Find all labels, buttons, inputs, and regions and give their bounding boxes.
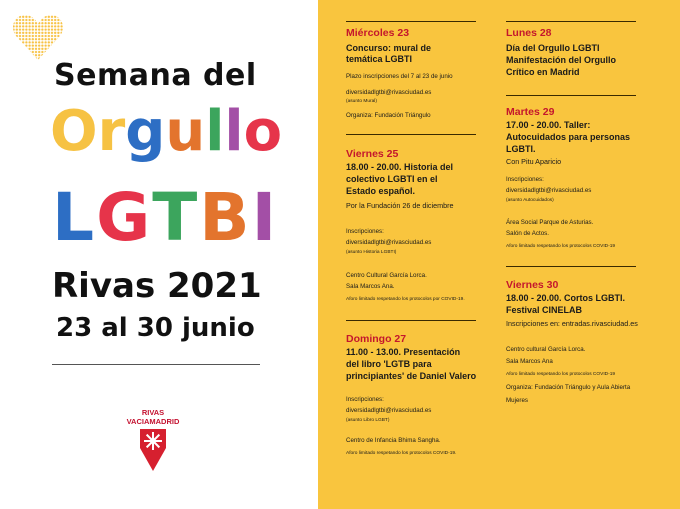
divider (52, 364, 260, 365)
event-day-viernes30: Viernes 30 (506, 279, 559, 291)
orgullo-letter: g (125, 99, 166, 164)
event-place: Sala Marcos Ana (506, 358, 553, 365)
event-detail: Plazo inscripciones del 7 al 23 de junio (346, 73, 453, 80)
event-detail: Inscripciones en: entradas.rivasciudad.es (506, 319, 638, 328)
event-day-lunes: Lunes 28 (506, 27, 552, 39)
orgullo-letter: O (50, 99, 98, 164)
event-detail: (asunto Autocuidados) (506, 198, 554, 203)
event-place: Centro de Infancia Bhima Sangha. (346, 437, 441, 444)
event-title: 17.00 - 20.00. Taller: (506, 120, 591, 130)
logo-rivas-text (118, 408, 188, 426)
event-title: colectivo LGBTI en el (346, 174, 438, 184)
orgullo-letter: o (243, 99, 283, 164)
event-detail: Inscripciones: (506, 176, 544, 183)
divider (506, 95, 636, 96)
event-title: Día del Orgullo LGBTI (506, 43, 600, 53)
event-detail: (asunto Historia LGBTI) (346, 250, 397, 255)
divider (346, 134, 476, 135)
event-dates: 23 al 30 junio (56, 313, 255, 343)
event-detail: Aforo limitado respetando los protocolos COVID-19. (346, 451, 457, 456)
title-orgullo (50, 92, 282, 172)
event-place: Área Social Parque de Asturias. (506, 219, 594, 226)
event-detail: Inscripciones: (346, 228, 384, 235)
event-place: Centro Cultural García Lorca. (346, 272, 427, 279)
event-detail: Mujeres (506, 397, 529, 404)
lgtbi-letter: L (52, 179, 97, 256)
event-email: diversidadlgtbi@rivasciudad.es (506, 187, 592, 194)
logo-line2: VACIAMADRID (126, 417, 180, 426)
event-title: Crítico en Madrid (506, 67, 580, 77)
heart-icon (12, 12, 64, 62)
event-title: LGBTI. (506, 144, 536, 154)
orgullo-letter: r (97, 99, 126, 164)
poster-left-panel (0, 0, 318, 509)
event-title: Festival CINELAB (506, 305, 583, 315)
event-place: Centro cultural García Lorca. (506, 346, 586, 353)
event-place: Sala Marcos Ana. (346, 283, 395, 290)
lgtbi-letter: G (96, 179, 153, 256)
event-detail: Por la Fundación 26 de diciembre (346, 201, 454, 210)
event-day-viernes25: Viernes 25 (346, 148, 399, 160)
event-place: Salón de Actos. (506, 230, 549, 237)
event-title: 18.00 - 20.00. Cortos LGBTI. (506, 293, 626, 303)
orgullo-letter: l (205, 99, 225, 164)
event-title: principiantes' de Daniel Valero (346, 371, 477, 381)
event-email: diversidadlgtbi@rivasciudad.es (346, 89, 432, 96)
event-detail: (asunto Libro LGBT) (346, 418, 390, 423)
divider (506, 21, 636, 22)
event-detail: Aforo limitado respetando los protocolos COVID-19 (506, 244, 616, 249)
event-title: Estado español. (346, 186, 416, 196)
event-title: Autocuidados para personas (506, 132, 631, 142)
event-title: del libro 'LGTB para (346, 359, 432, 369)
event-email: diversidadlgtbi@rivasciudad.es (346, 239, 432, 246)
event-detail: Aforo limitado respetando los protocolos por COVID-19. (346, 297, 465, 302)
title-semana-del: Semana del (54, 58, 257, 93)
event-title: Manifestación del Orgullo (506, 55, 617, 65)
event-day-miercoles: Miércoles 23 (346, 27, 410, 39)
rivas-logo-icon (139, 428, 167, 472)
event-detail: Aforo limitado respetando los protocolos COVID-19 (506, 372, 616, 377)
event-day-martes: Martes 29 (506, 106, 555, 118)
event-title: temática LGBTI (346, 54, 413, 64)
event-title: 18.00 - 20.00. Historia del (346, 162, 454, 172)
event-title: 11.00 - 13.00. Presentación (346, 347, 461, 357)
divider (346, 21, 476, 22)
event-day-domingo: Domingo 27 (346, 333, 407, 345)
lgtbi-letter: B (199, 179, 252, 256)
event-email: diversidadlgtbi@rivasciudad.es (346, 407, 432, 414)
lgtbi-letter: I (251, 179, 279, 256)
orgullo-letter: u (165, 99, 206, 164)
event-detail: Organiza: Fundación Triángulo y Aula Abierta (506, 384, 631, 391)
title-rivas-2021: Rivas 2021 (52, 266, 262, 306)
title-lgtbi (52, 178, 278, 258)
event-detail: Con Pitu Aparicio (506, 157, 562, 166)
divider (506, 266, 636, 267)
event-title: Concurso: mural de (346, 43, 432, 53)
lgtbi-letter: T (152, 179, 200, 256)
event-detail: Organiza: Fundación Triángulo (346, 112, 431, 119)
event-detail: (asunto Mural) (346, 99, 377, 104)
event-detail: Inscripciones: (346, 396, 384, 403)
divider (346, 320, 476, 321)
logo-line1: RIVAS (141, 408, 165, 417)
orgullo-letter: l (224, 99, 244, 164)
